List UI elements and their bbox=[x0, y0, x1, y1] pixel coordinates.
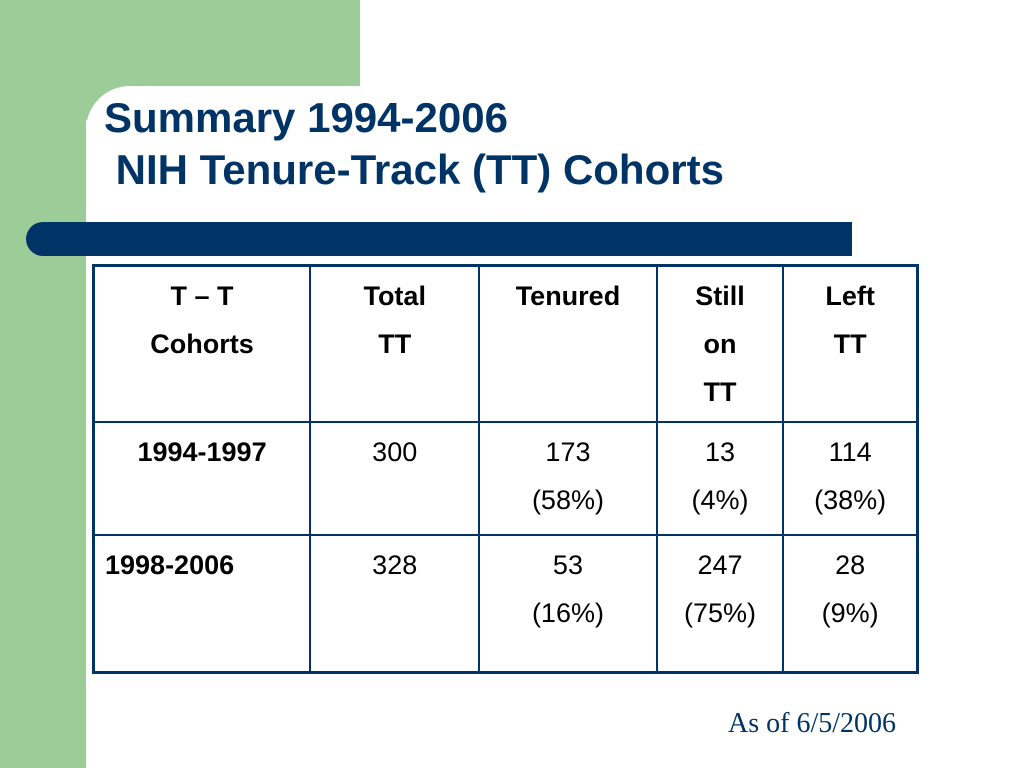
still-on-count: 13 bbox=[704, 437, 735, 467]
header-still-line3: TT bbox=[703, 377, 737, 407]
as-of-date-note: As of 6/5/2006 bbox=[728, 708, 896, 739]
slide-title-line1: Summary 1994-2006 bbox=[104, 94, 508, 141]
title-divider-bar bbox=[26, 222, 852, 256]
header-total-tt bbox=[310, 266, 479, 423]
left-cell bbox=[783, 422, 917, 535]
header-cohorts bbox=[94, 266, 311, 423]
cohort-label: 1994-1997 bbox=[137, 437, 267, 467]
header-still-line1: Still bbox=[695, 281, 745, 311]
still-on-percent: (75%) bbox=[683, 598, 756, 628]
cohort-cell bbox=[94, 535, 311, 673]
table-row bbox=[94, 535, 918, 673]
header-cohorts-line1: T – T bbox=[170, 281, 234, 311]
still-on-cell bbox=[657, 422, 784, 535]
left-cell bbox=[783, 535, 917, 673]
tenured-count: 173 bbox=[545, 437, 591, 467]
table-header-row bbox=[94, 266, 918, 423]
still-on-cell bbox=[657, 535, 784, 673]
slide-title bbox=[104, 92, 724, 196]
total-cell bbox=[310, 535, 479, 673]
left-count: 114 bbox=[828, 437, 872, 467]
tenured-percent: (58%) bbox=[531, 485, 604, 515]
header-tenured-line1: Tenured bbox=[515, 281, 621, 311]
total-value: 328 bbox=[372, 550, 418, 580]
still-on-count: 247 bbox=[697, 550, 743, 580]
header-still-line2: on bbox=[703, 329, 737, 359]
cohort-label: 1998-2006 bbox=[105, 550, 235, 580]
left-count: 28 bbox=[835, 550, 866, 580]
total-cell bbox=[310, 422, 479, 535]
header-total-line1: Total bbox=[363, 281, 426, 311]
still-on-percent: (4%) bbox=[691, 485, 749, 515]
header-left-tt bbox=[783, 266, 917, 423]
green-side-band bbox=[0, 0, 86, 768]
total-value: 300 bbox=[372, 437, 418, 467]
header-total-line2: TT bbox=[378, 329, 412, 359]
header-still-on-tt bbox=[657, 266, 784, 423]
header-tenured bbox=[479, 266, 656, 423]
tenured-cell bbox=[479, 422, 656, 535]
table-row bbox=[94, 422, 918, 535]
header-cohorts-line2: Cohorts bbox=[150, 329, 254, 359]
tenured-count: 53 bbox=[552, 550, 583, 580]
slide-title-line2: NIH Tenure-Track (TT) Cohorts bbox=[104, 146, 724, 193]
cohort-cell bbox=[94, 422, 311, 535]
header-left-line2: TT bbox=[833, 329, 867, 359]
tenured-percent: (16%) bbox=[531, 598, 604, 628]
tenured-cell bbox=[479, 535, 656, 673]
left-percent: (38%) bbox=[814, 485, 887, 515]
header-left-line1: Left bbox=[825, 281, 875, 311]
cohort-summary-table bbox=[92, 264, 919, 674]
left-percent: (9%) bbox=[821, 598, 879, 628]
